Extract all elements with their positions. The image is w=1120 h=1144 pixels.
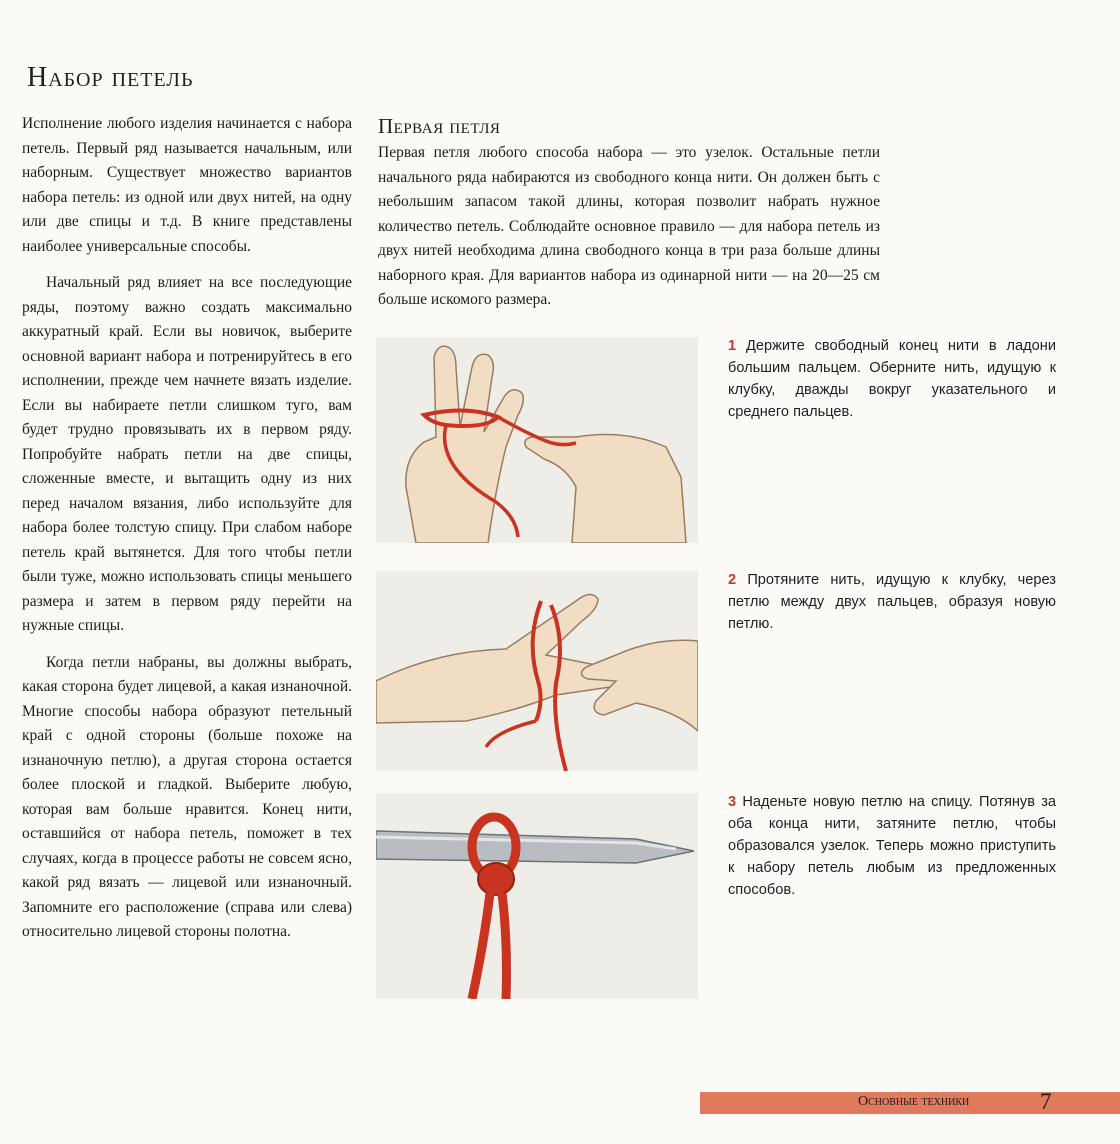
paragraph: Начальный ряд влияет на все последующие ряды, поэтому важно создать максимально аккуратный край. Если вы новичок, выберите основной вариант набора и потренируйтесь в его исполнении, прежде чем начнете вязать изделие. Если вы набираете петли слишком туго, вам будет трудно провязывать их в первом ряду. Попробуйте набрать петли на две спицы, сложенные вместе, и вытащить одну из них перед началом вязания, либо используйте для набора более толстую спицу. При слабом наборе петель край вытянется. Для того чтобы петли были туже, можно использовать спицы меньшего размера и затем в первом ряду перейти на нужные спицы. xyxy=(22,274,352,634)
page-title: Набор петель xyxy=(27,62,194,93)
hands-forming-loop-image xyxy=(376,571,698,771)
page-number: 7 xyxy=(1040,1089,1052,1114)
slipknot-on-needle-image xyxy=(376,793,698,999)
step-number: 2 xyxy=(728,572,737,588)
step-2-illustration xyxy=(376,571,698,771)
step-description: Наденьте новую петлю на спицу. Потянув за оба конца нити, затяните петлю, чтобы образовался узелок. Теперь можно приступить к набору петель любым из предложенных способов. xyxy=(728,794,1057,898)
step-3-text xyxy=(728,791,1056,901)
paragraph: Исполнение любого изделия начинается с набора петель. Первый ряд называется начальным, или наборным. Существует множество вариантов набора петель: из одной или двух нитей, на одну или две спицы и т.д. В книге представлены наиболее универсальные способы. xyxy=(22,115,352,255)
step-1-illustration xyxy=(376,337,698,543)
paragraph: Когда петли набраны, вы должны выбрать, какая сторона будет лицевой, а какая изнаночной. Многие способы набора образуют петельный край с одной стороны (больше похоже на изнаночную петлю), а другая сторона остается более плоской и гладкой. Выберите любую, которая вам больше нравится. Конец нити, оставшийся от набора петель, поможет в тех случаях, когда в процессе работы не совсем ясно, какой ряд вязать — лицевой или изнаночный. Запомните его расположение (справа или слева) относительно лицевой стороны полотна. xyxy=(22,653,352,940)
step-number: 3 xyxy=(728,794,737,810)
section-title: Первая петля xyxy=(378,114,501,138)
section-intro: Первая петля любого способа набора — это узелок. Остальные петли начального ряда набираются из свободного конца нити. Он должен быть с небольшим запасом такой длины, которая позволит набрать нужное количество петель. Соблюдайте основное правило — для набора петель из двух нитей необходима длина свободного конца в три раза больше длины наборного края. Для вариантов набора из одинарной нити — на 20—25 см больше искомого размера. xyxy=(378,144,880,308)
left-column-text xyxy=(22,112,352,957)
step-1-text xyxy=(728,335,1056,423)
step-description: Держите свободный конец нити в ладони большим пальцем. Оберните нить, идущую к клубку, дважды вокруг указательного и среднего пальцев. xyxy=(728,338,1056,420)
step-3-illustration xyxy=(376,793,698,999)
step-2-text xyxy=(728,569,1056,635)
hands-wrapping-yarn-image xyxy=(376,337,698,543)
step-number: 1 xyxy=(728,338,737,354)
step-description: Протяните нить, идущую к клубку, через петлю между двух пальцев, образуя новую петлю. xyxy=(728,572,1056,632)
footer-section-label: Основные техники xyxy=(858,1094,970,1109)
